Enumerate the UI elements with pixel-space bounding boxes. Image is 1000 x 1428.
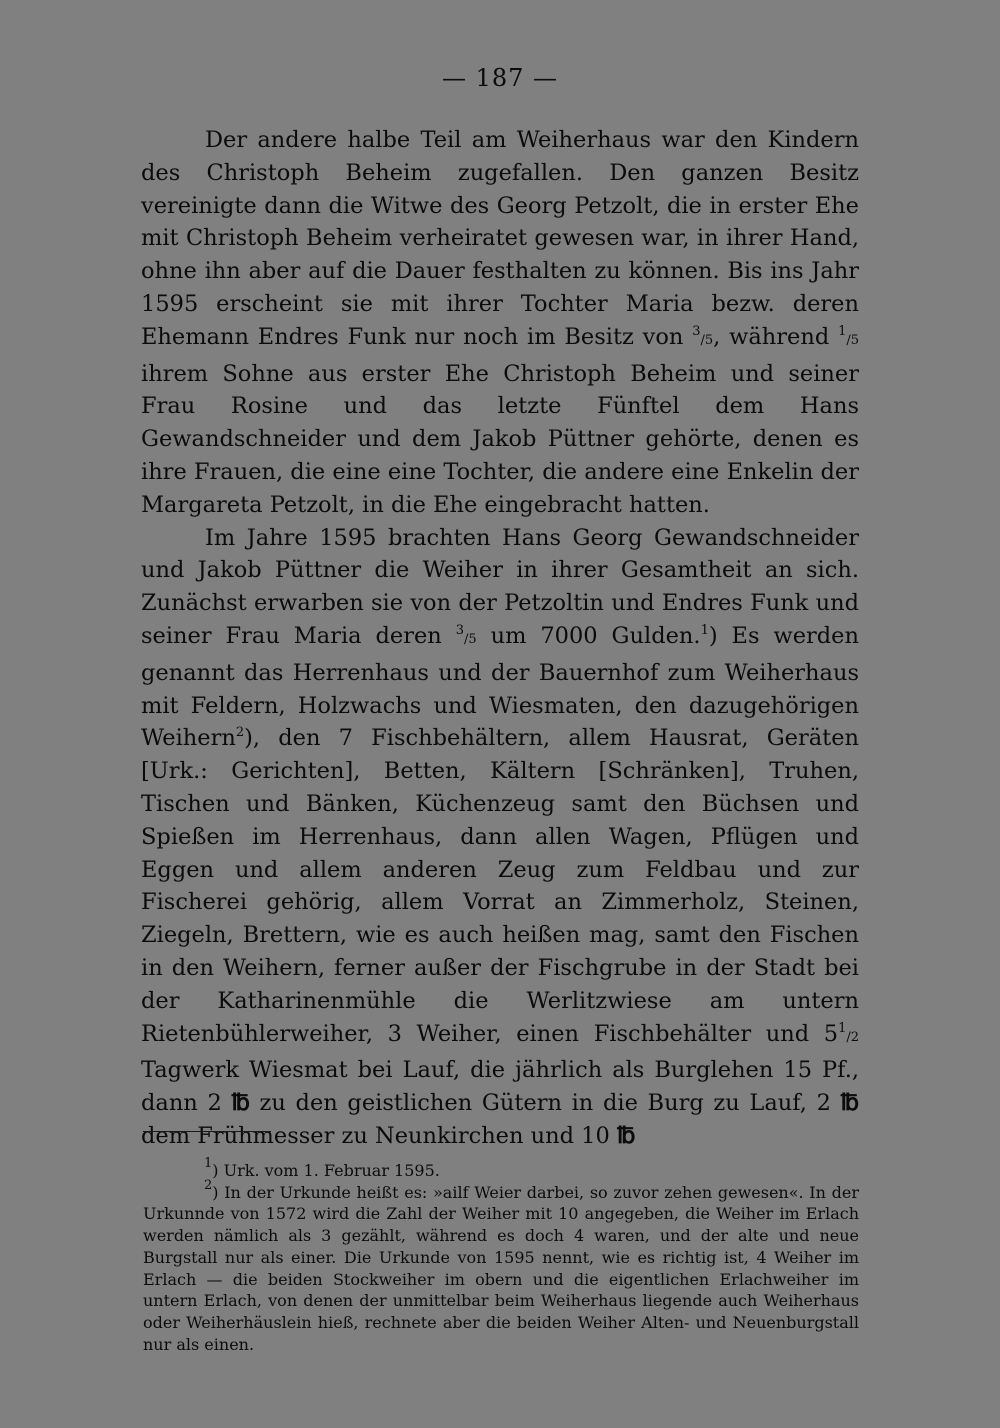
footnote-reference-1: 1 xyxy=(700,622,709,638)
paragraph-2-part-a: Im Jahre 1595 brachten Hans Georg Gewandschneider und Jakob Püttner die Weiher in ihrer Gesamtheit an sich. Zunächst erwarben sie von der Petzoltin und Endres Funk und seiner Frau Maria deren xyxy=(141,524,859,649)
footnote-1-mark: 1 xyxy=(204,1156,213,1171)
pound-symbol: ℔ xyxy=(231,1090,250,1117)
paragraph-1-part-a: Der andere halbe Teil am Weiherhaus war den Kindern des Christoph Beheim zugefallen. Den ganzen Besitz vereinigte dann die Witwe des Georg Petzolt, die in erster Ehe mit Christoph Beheim verheiratet gewesen war, in ihrer Hand, ohne ihn aber auf die Dauer festhalten zu können. Bis ins Jahr 1595 erscheint sie mit ihrer Tochter Maria bezw. deren Ehemann Endres Funk nur noch im Besitz von xyxy=(141,127,859,350)
main-text xyxy=(141,124,859,1153)
page-number: — 187 — xyxy=(441,64,559,92)
pound-symbol: ℔ xyxy=(840,1090,859,1117)
footnote-reference-2: 2 xyxy=(235,725,245,741)
fraction-denominator: /5 xyxy=(700,332,714,348)
fraction-numerator: 3 xyxy=(692,323,701,339)
footnote-2 xyxy=(143,1177,859,1356)
fraction-denominator: /5 xyxy=(464,631,477,647)
paragraph-2 xyxy=(141,522,859,1153)
footnotes xyxy=(143,1156,859,1355)
paragraph-1-part-c: ihrem Sohne aus erster Ehe Christoph Beheim und seiner Frau Rosine und das letzte Fünftel dem Hans Gewandschneider und dem Jakob Püttner gehörte, denen es ihre Frauen, die eine eine Tochter, die andere eine Enkelin der Margareta Petzolt, in die Ehe eingebracht hatten. xyxy=(141,360,859,518)
fraction-numerator: 1 xyxy=(838,1020,847,1036)
fraction-denominator: /5 xyxy=(846,332,859,348)
fraction-numerator: 3 xyxy=(455,622,464,638)
paragraph-2-part-d: ), den 7 Fischbehältern, allem Hausrat, Geräten [Urk.: Gerichten], Betten, Kältern [Schränken], Truhen, Tischen und Bänken, Küchenzeug samt den Büchsen und Spießen im Herrenhaus, dann allen Wagen, Pflügen und Eggen und allem anderen Zeug zum Feldbau und zur Fischerei gehörig, allem Vorrat an Zimmerholz, Steinen, Ziegeln, Brettern, wie es auch heißen mag, samt den Fischen in den Weihern, ferner außer der Fischgrube in der Stadt bei der Katharinenmühle die Werlitzwiese am untern Rietenbühlerweiher, 3 Weiher, einen Fischbehälter und 5 xyxy=(141,725,859,1047)
pound-symbol: ℔ xyxy=(616,1122,636,1149)
paragraph-2-part-f: zu den geistlichen Gütern in die Burg zu Lauf, 2 xyxy=(249,1090,841,1117)
footnote-1-text: ) Urk. vom 1. Februar 1595. xyxy=(212,1161,440,1180)
footnote-2-mark: 2 xyxy=(204,1177,213,1193)
paragraph-1 xyxy=(141,124,859,522)
footnote-separator xyxy=(143,1131,271,1132)
footnote-1 xyxy=(143,1156,859,1182)
fraction-numerator: 1 xyxy=(838,323,847,339)
footnote-2-text: ) In der Urkunde heißt es: »ailf Weier darbei, so zuvor zehen gewesen«. In der Urkunnde von 1572 wird die Zahl der Weiher mit 10 angegeben, die Weiher im Erlach werden nämlich als 3 gezählt, während es doch 4 waren, und der alte und neue Burgstall nur als einer. Die Urkunde von 1595 nennt, wie es richtig ist, 4 Weiher im Erlach — die beiden Stockweiher im obern und die eigentlichen Erlachweiher im untern Erlach, von denen der unmittelbar beim Weiherhaus liegende auch Weiherhaus oder Weiherhäuslein hieß, rechnete aber die beiden Weiher Alten- und Neuenburgstall nur als einen. xyxy=(143,1182,859,1354)
paragraph-2-part-e: Tagwerk Wiesmat bei Lauf, die jährlich als Burglehen 15 Pf., dann 2 xyxy=(141,1057,859,1117)
paragraph-2-part-c: ) Es werden genannt das Herrenhaus und der Bauernhof zum Weiherhaus mit Feldern, Holzwachs und Wiesmaten, den dazugehörigen Weihern xyxy=(141,622,859,752)
paragraph-1-part-b: , während xyxy=(713,323,839,350)
paragraph-2-part-g: dem Frühmesser zu Neunkirchen und 10 xyxy=(141,1122,617,1149)
fraction-denominator: /2 xyxy=(846,1029,859,1045)
paragraph-2-part-b: um 7000 Gulden. xyxy=(476,622,701,649)
